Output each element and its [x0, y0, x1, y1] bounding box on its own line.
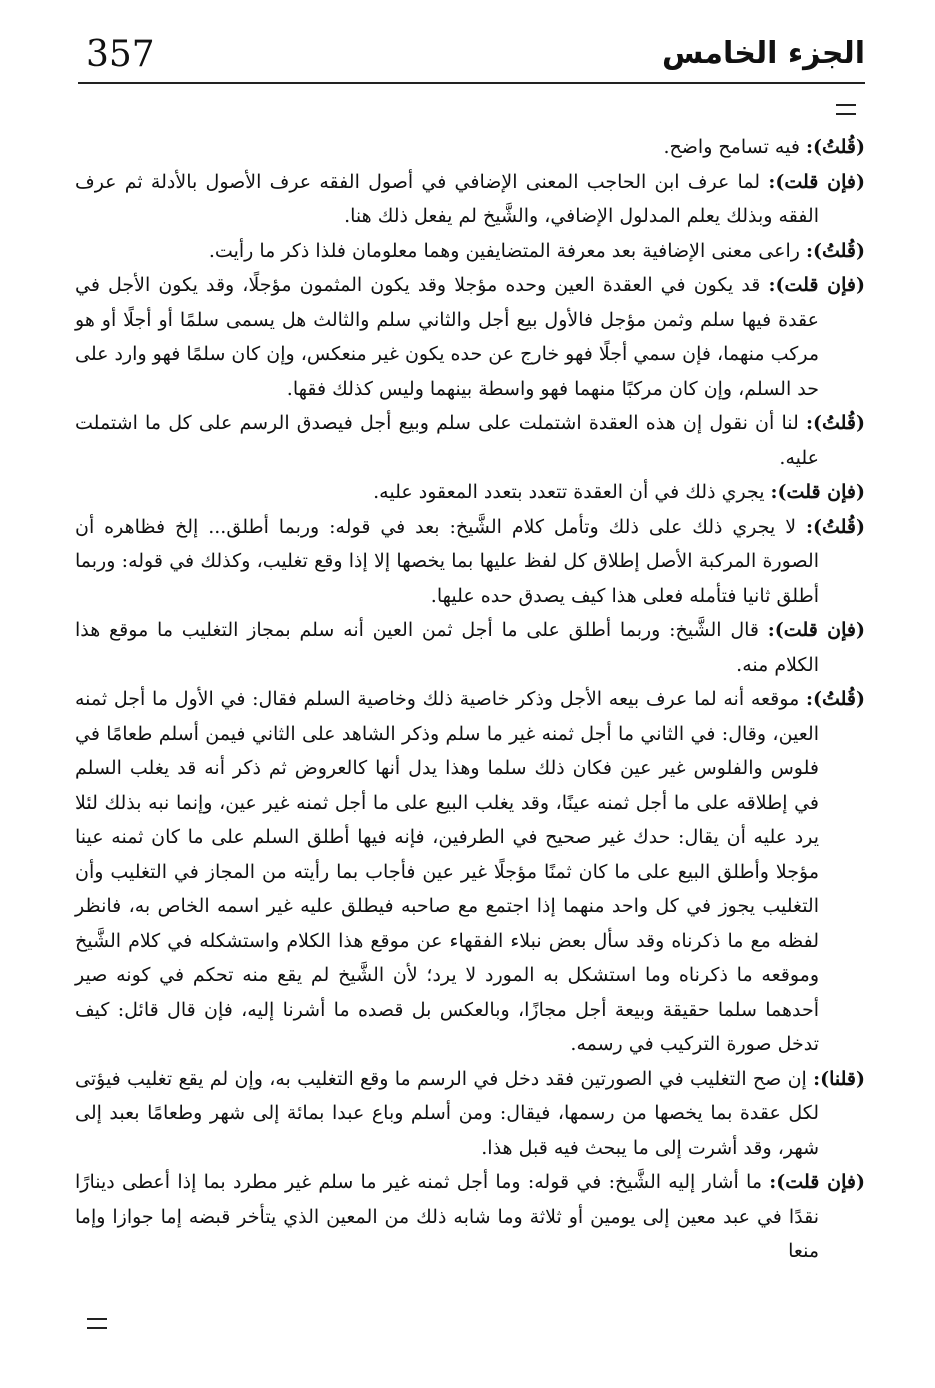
- paragraph-text: إن صح التغليب في الصورتين فقد دخل في الرسم ما وقع التغليب به، وإن لم يقع تغليب فيؤتى لكل عقدة بما يخصها من رسمها، فيقال: ومن أسلم وباع عبدا بمائة إلى شهر وطعامًا بعبد إلى شهر، وقد أشرت إلى ما يبحث فيه قبل هذا.: [75, 1067, 819, 1159]
- body-text: [75, 130, 865, 1269]
- paragraph-lead: (فإن قلت):: [767, 619, 865, 641]
- header-rule: [78, 82, 865, 84]
- paragraph-6: [75, 475, 865, 510]
- paragraph-text: لما عرف ابن الحاجب المعنى الإضافي في أصول الفقه عرف الأصول بالأدلة ثم عرف الفقه وبذلك يعلم المدلول الإضافي، والشَّيخ لم يفعل ذلك هنا.: [75, 170, 819, 227]
- paragraph-9: [75, 682, 865, 1062]
- continuation-mark-bottom: [87, 1318, 107, 1329]
- paragraph-lead: (فإن قلت):: [769, 1171, 865, 1193]
- paragraph-1: [75, 130, 865, 165]
- paragraph-lead: (قُلتُ):: [805, 688, 865, 710]
- paragraph-7: [75, 510, 865, 614]
- paragraph-lead: (فإن قلت):: [770, 481, 865, 503]
- paragraph-text: قال الشَّيخ: وربما أطلق على ما أجل ثمن العين أنه سلم بمجاز التغليب ما موقع هذا الكلام منه.: [75, 619, 819, 676]
- paragraph-11: [75, 1165, 865, 1269]
- paragraph-lead: (قلنا):: [813, 1067, 865, 1090]
- paragraph-text: يجري ذلك في أن العقدة تتعدد بتعدد المعقود عليه.: [373, 481, 771, 503]
- paragraph-5: [75, 406, 865, 475]
- paragraph-4: [75, 268, 865, 406]
- paragraph-text: ما أشار إليه الشَّيخ: في قوله: وما أجل ثمنه غير ما سلم غير مطرد بما إذا أعطى دينارًا نقدًا في عبد معين إلى يومين أو ثلاثة وما شابه ذلك من المعين الذي يتأخر قبضه إما جوازا وإما منعا: [75, 1171, 819, 1262]
- paragraph-2: [75, 165, 865, 234]
- paragraph-lead: (قُلتُ):: [805, 412, 865, 434]
- paragraph-lead: (قُلتُ):: [805, 136, 865, 158]
- paragraph-text: لا يجري ذلك على ذلك وتأمل كلام الشَّيخ: بعد في قوله: وربما أطلق... إلخ فظاهره أن الصورة المركبة الأصل إطلاق كل لفظ عليها بما يخصها إلا إذا وقع تغليب، وكذلك في قوله: وربما أطلق ثانيا فتأمله فعلى هذا كيف يصدق حده عليها.: [75, 515, 819, 607]
- paragraph-text: موقعه أنه لما عرف بيعه الأجل وذكر خاصية ذلك وخاصية السلم فقال: في الأول ما أجل ثمنه العين، وقال: في الثاني ما أجل ثمنه غير ما سلم وذكر الشاهد على الثاني فيمن أسلم طعامًا في فلوس والفلوس غير عين فكان ذلك سلما وهذا يدل أنها كالعروض ثم ذكر أنه قد يغلب السلم في إطلاقه على ما أجل ثمنه عينًا، وقد يغلب البيع على ما أجل ثمنه غير عين، وإنما نبه بذلك لئلا يرد عليه أن يقال: حدك غير صحيح في الطرفين، فإنه فيها أطلق السلم على ما كان ثمنه عينا مؤجلا وأطلق البيع على ما كان ثمنًا مؤجلًا غير عين فأجاب بما رأيته من المجاز في التغليب وأن التغليب يجوز في كل واحد منهما إذا اجتمع مع صاحبه فيطلق عليه غير اسمه الخاص به، فانظر لفظه مع ما ذكرناه وقد سأل بعض نبلاء الفقهاء عن موقع هذا الكلام واستشكله في كلام الشَّيخ وموقعه ما ذكرناه وما استشكل به المورد لا يرد؛ لأن الشَّيخ لم يقع منه تحكم في كونه صير أحدهما سلما حقيقة وبيعة أجل مجازًا، وبالعكس بل قصده ما أشرنا إليه، فإن قال قائل: كيف تدخل صورة التركيب في رسمه.: [75, 688, 819, 1055]
- running-title: الجزء الخامس: [661, 36, 865, 71]
- paragraph-text: فيه تسامح واضح.: [663, 136, 806, 158]
- page-header: [78, 30, 865, 90]
- paragraph-lead: (قُلتُ):: [805, 239, 865, 262]
- paragraph-lead: (قُلتُ):: [805, 515, 865, 538]
- paragraph-lead: (فإن قلت):: [768, 170, 865, 193]
- page-number: 357: [86, 34, 155, 75]
- paragraph-lead: (فإن قلت):: [768, 274, 865, 296]
- paragraph-text: راعى معنى الإضافية بعد معرفة المتضايفين وهما معلومان فلذا ذكر ما رأيت.: [208, 239, 806, 262]
- paragraph-text: لنا أن نقول إن هذه العقدة اشتملت على سلم وبيع أجل فيصدق الرسم على كل ما اشتملت عليه.: [75, 412, 819, 469]
- continuation-mark-top: [836, 104, 856, 115]
- paragraph-3: [75, 234, 865, 269]
- paragraph-10: [75, 1062, 865, 1166]
- paragraph-8: [75, 613, 865, 682]
- paragraph-text: قد يكون في العقدة العين وحده مؤجلا وقد يكون المثمون مؤجلًا، وقد يكون الأجل في عقدة فيها سلم وثمن مؤجل فالأول بيع أجل والثاني سلم والثالث هل يسمى سلمًا أو أجلًا أو هو مركب منهما، فإن سمي أجلًا فهو خارج عن حده يكون غير منعكس، وإن كان سلمًا فهو وارد على حد السلم، وإن كان مركبًا منهما فهو واسطة بينهما وليس كذلك فقها.: [75, 274, 819, 400]
